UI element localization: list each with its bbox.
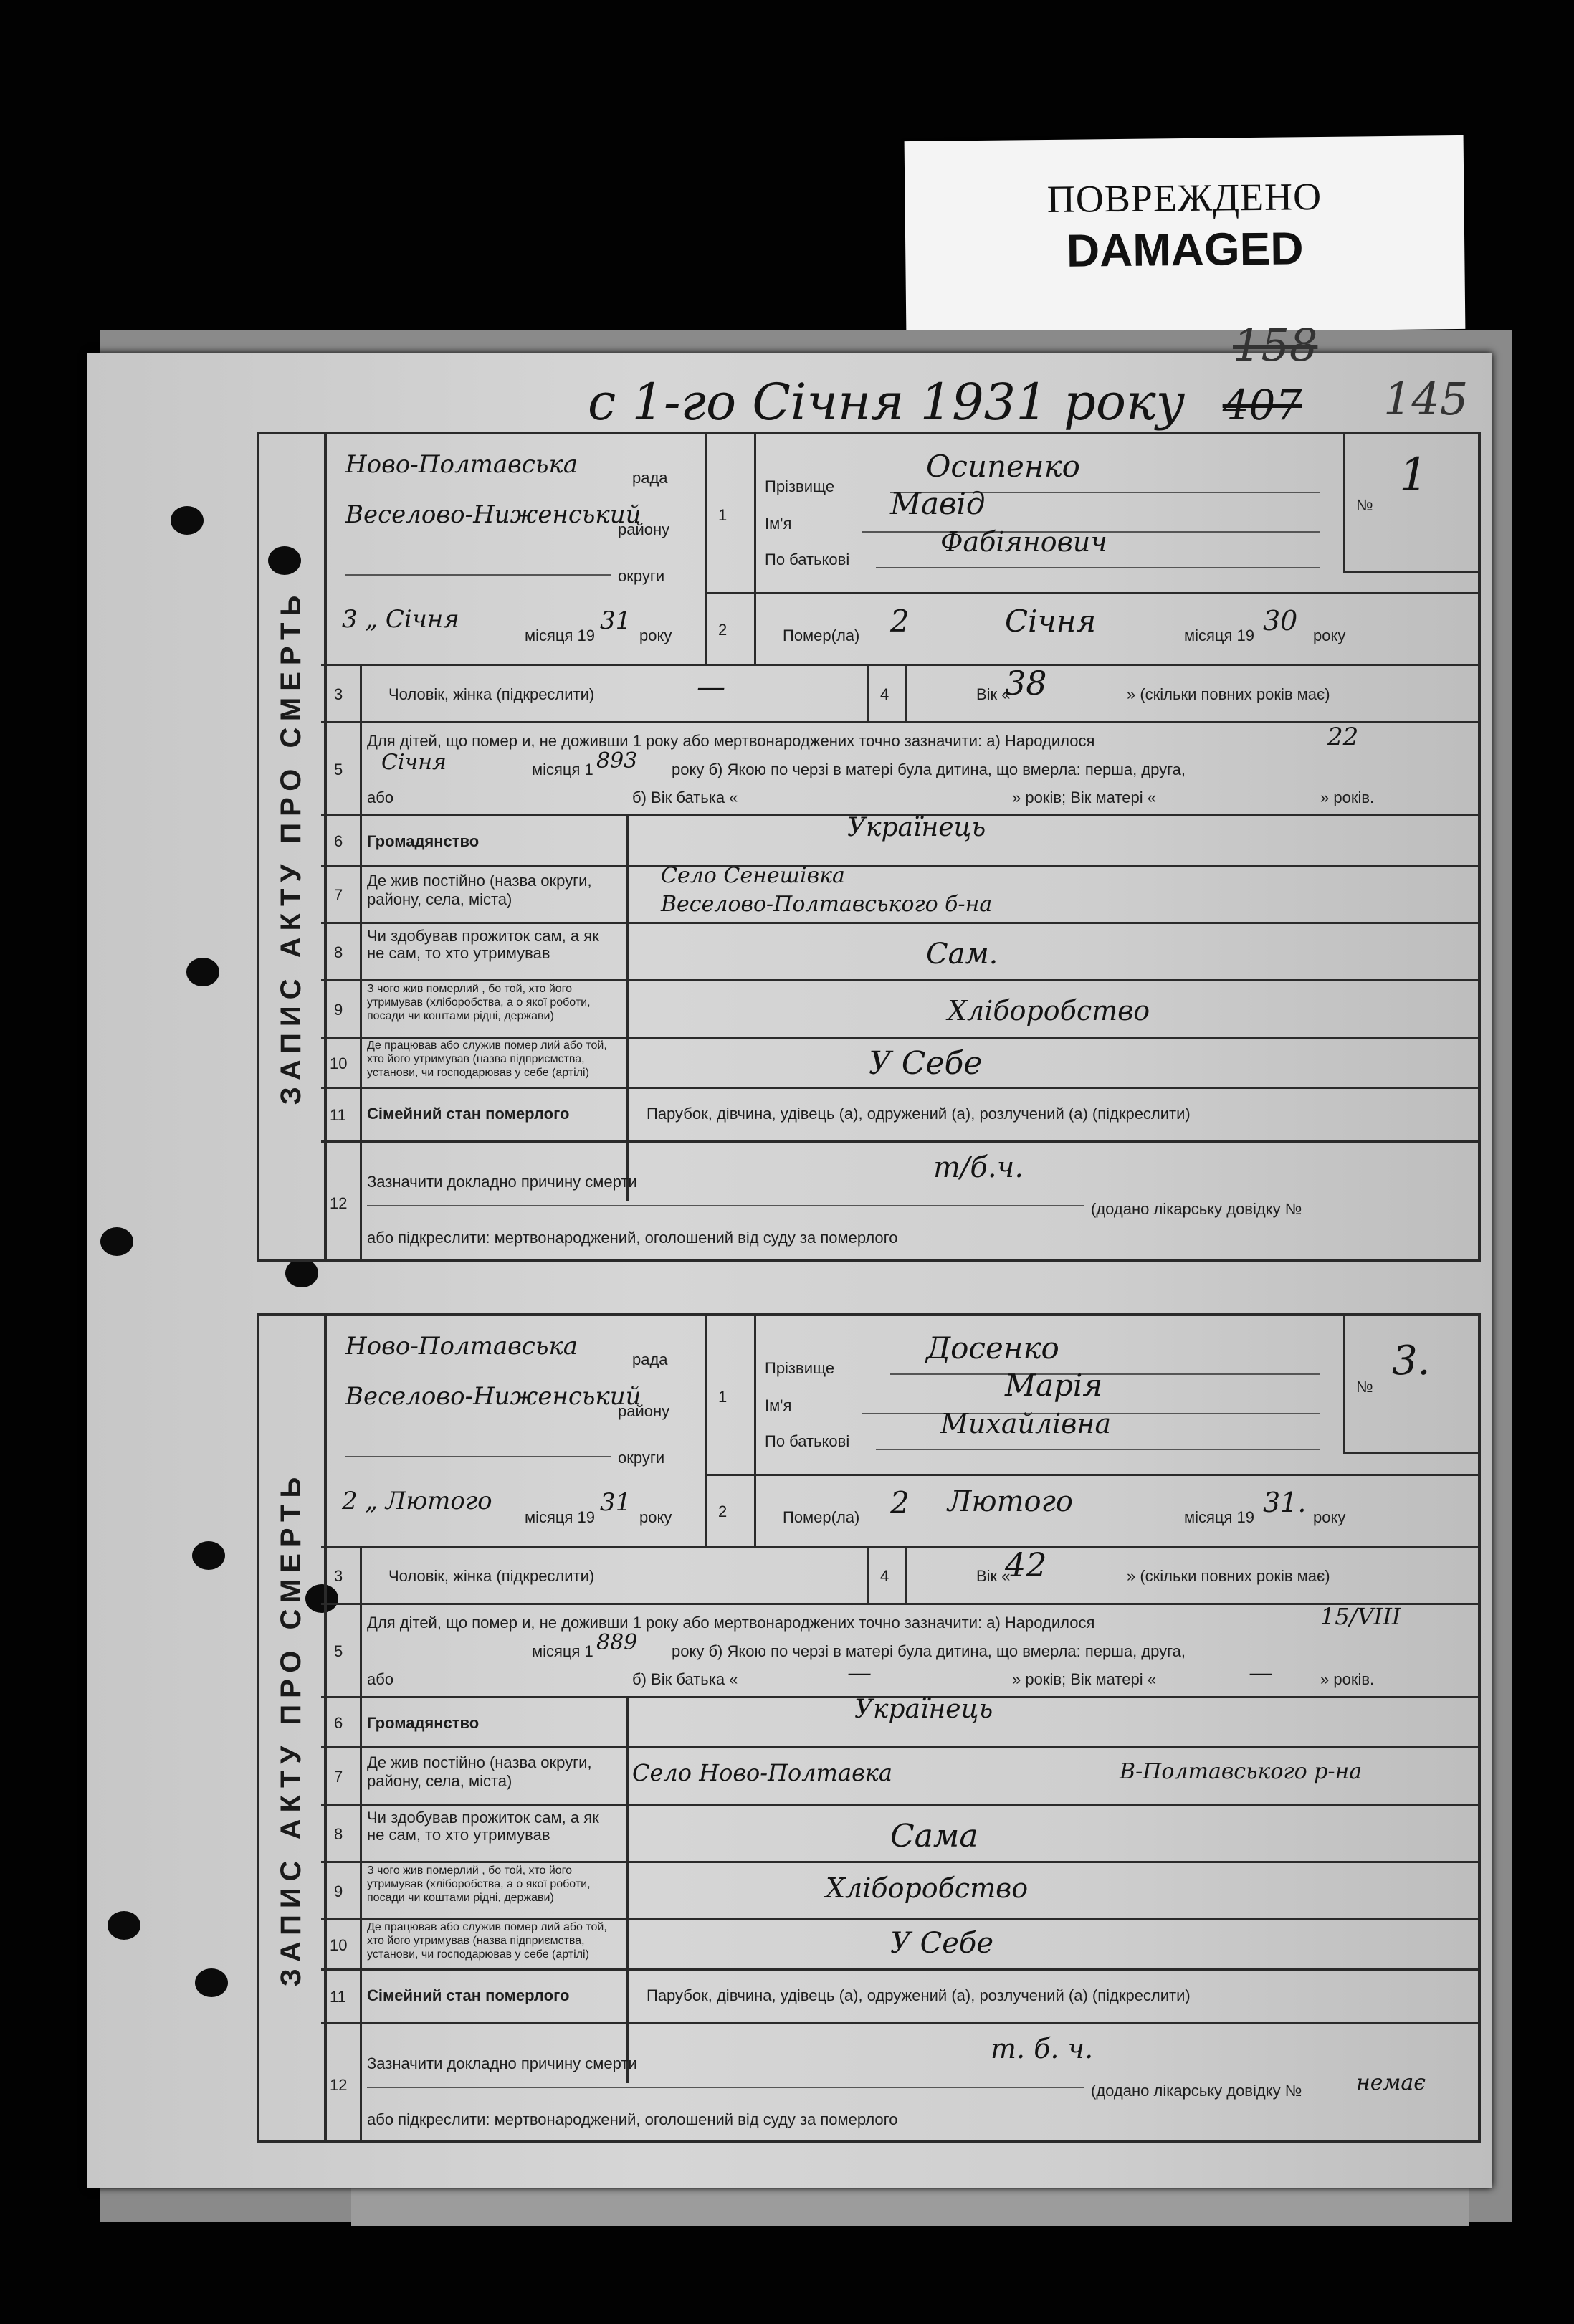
- cause-value: т. б. ч.: [991, 2033, 1094, 2065]
- header-date: с 1-го Січня 1931 року: [588, 373, 1186, 432]
- form-label: року: [1313, 627, 1346, 644]
- form-rule-line: [321, 721, 1478, 723]
- death-month: Лютого: [948, 1485, 1073, 1518]
- form-label: (додано лікарську довідку №: [1091, 2082, 1302, 2100]
- patronymic-value: Фабіянович: [940, 526, 1107, 558]
- form-column-line: [626, 1696, 629, 2083]
- row-number: 3: [334, 1567, 343, 1585]
- handwritten-entry: 15/VIII: [1320, 1603, 1401, 1630]
- form-label: Сімейний стан померлого: [367, 1105, 570, 1123]
- form-label: б) Вік батька «: [632, 1670, 738, 1688]
- form-label: рада: [632, 469, 668, 487]
- handwritten-entry: 31: [600, 1488, 631, 1517]
- form-label: ЗАПИС АКТУ ПРО СМЕРТЬ: [275, 1470, 307, 1986]
- form-label: Зазначити докладно причину смерти: [367, 1173, 637, 1191]
- form-rule-line: [321, 1603, 1478, 1605]
- form-label: округи: [618, 1449, 665, 1467]
- form-rule-line: [321, 922, 1478, 924]
- row-number: 8: [334, 943, 343, 961]
- page-number: 145: [1383, 373, 1469, 425]
- citizenship-value: Українець: [847, 813, 986, 842]
- row-number: 4: [880, 1567, 889, 1585]
- form-label: Парубок, дівчина, удівець (а), одружений (а), розлучений (а) (підкреслити): [647, 1105, 1191, 1123]
- punch-hole: [100, 1227, 133, 1256]
- form-label: №: [1356, 1378, 1373, 1396]
- form-label: З чого жив померлий , бо той, хто його утримував (хліборобства, а о якої роботи, посади чи коштами рідні, держави): [367, 1865, 591, 1904]
- form-label: Прізвище: [765, 1359, 835, 1377]
- form-label: Чи здобував прожиток сам, а як не сам, то хто утримував: [367, 927, 599, 962]
- form-label: 3: [342, 605, 358, 634]
- workplace-value: У Себе: [890, 1927, 993, 1960]
- handwritten-entry: —: [847, 1659, 872, 1687]
- form-label: Вік «: [976, 685, 1011, 703]
- form-label: Зазначити докладно причину смерти: [367, 2054, 637, 2072]
- form-rule-line: [367, 2087, 1084, 2088]
- form-rule-line: [1343, 1452, 1478, 1454]
- form-column-line: [1343, 434, 1345, 571]
- death-day: 2: [890, 1485, 910, 1520]
- death-record-1: [257, 432, 1481, 1262]
- cause-value: т/б.ч.: [933, 1151, 1024, 1184]
- form-column-line: [1343, 1316, 1345, 1452]
- handwritten-entry: 30: [1263, 605, 1298, 637]
- form-rule-line: [321, 1140, 1478, 1143]
- certificate-value: немає: [1356, 2070, 1426, 2095]
- row-number: 10: [330, 1936, 348, 1954]
- form-label: місяця 1: [532, 1642, 593, 1660]
- handwritten-entry: 31: [600, 606, 631, 635]
- damaged-label: [905, 135, 1466, 335]
- row-number: 11: [330, 1988, 346, 2006]
- form-label: » років.: [1320, 1670, 1375, 1688]
- row-number: 8: [334, 1825, 343, 1843]
- form-label: місяця 19: [525, 1508, 596, 1526]
- livelihood-value: Сам.: [926, 938, 998, 971]
- handwritten-entry: Січня: [381, 750, 447, 775]
- form-label: » років; Вік матері «: [1012, 1670, 1156, 1688]
- form-column-line: [867, 1546, 869, 1603]
- row-number: 3: [334, 685, 343, 703]
- row-number: 11: [330, 1106, 346, 1124]
- death-day: 2: [890, 604, 910, 639]
- form-rule-line: [876, 567, 1320, 568]
- form-column-line: [360, 664, 362, 1259]
- punch-hole: [186, 958, 219, 986]
- row-number: 6: [334, 1714, 343, 1732]
- row-number: 9: [334, 1001, 343, 1019]
- handwritten-entry: 31.: [1263, 1487, 1307, 1518]
- punch-hole: [108, 1911, 140, 1940]
- form-label: або: [367, 1670, 394, 1688]
- form-label: Чи здобував прожиток сам, а як не сам, то хто утримував: [367, 1809, 599, 1844]
- form-label: б) Вік батька «: [632, 789, 738, 806]
- form-label: Чоловік, жінка (підкреслити): [388, 685, 595, 703]
- handwritten-entry: —: [1249, 1659, 1273, 1687]
- row-number: 5: [334, 1642, 343, 1660]
- rada-value: Ново-Полтавська: [345, 1332, 578, 1361]
- form-rule-line: [321, 979, 1478, 981]
- punch-hole: [192, 1541, 225, 1570]
- raion-value: Веселово-Ниженський: [345, 500, 641, 529]
- form-label: року: [639, 627, 672, 644]
- form-label: року: [639, 1508, 672, 1526]
- form-label: Парубок, дівчина, удівець (а), одружений (а), розлучений (а) (підкреслити): [647, 1986, 1191, 2004]
- row-number: 10: [330, 1054, 348, 1072]
- form-rule-line: [321, 1546, 1478, 1548]
- punch-hole: [285, 1259, 318, 1287]
- form-label: » (скільки повних років має): [1127, 685, 1330, 703]
- form-label: №: [1356, 496, 1373, 514]
- form-label: 2: [342, 1487, 358, 1515]
- page-edge: [351, 2186, 1469, 2226]
- form-label: Січня: [385, 605, 459, 634]
- punch-hole: [195, 1968, 228, 1997]
- form-label: року б) Якою по черзі в матері була дитина, що вмерла: перша, друга,: [672, 761, 1186, 778]
- rada-value: Ново-Полтавська: [345, 450, 578, 479]
- damaged-label-ukrainian: ПОВРЕЖДЕНО: [1046, 174, 1322, 222]
- header-crossed-number: 407: [1222, 381, 1302, 429]
- handwritten-entry: 893: [596, 748, 638, 773]
- form-column-line: [360, 1546, 362, 2140]
- form-column-line: [754, 1316, 756, 1546]
- form-label: місяця 19: [1184, 627, 1255, 644]
- record-title: [257, 1313, 327, 2143]
- surname-value: Осипенко: [926, 449, 1080, 484]
- livelihood-value: Сама: [890, 1818, 978, 1854]
- form-label: Вік «: [976, 1567, 1011, 1585]
- form-label: Ім'я: [765, 515, 792, 533]
- handwritten-entry: 889: [596, 1630, 638, 1655]
- form-label: Де працював або служив помер лий або той, хто його утримував (назва підприємства, установи, чи господарював у себе (артілі): [367, 1039, 607, 1079]
- form-label: Для дітей, що помер и, не доживши 1 року або мертвонароджених точно зазначити: а) Народилося: [367, 1614, 1095, 1632]
- form-rule-line: [367, 1205, 1084, 1206]
- raion-value: Веселово-Ниженський: [345, 1382, 641, 1411]
- residence-1: Село Ново-Полтавка: [632, 1759, 892, 1786]
- form-column-line: [705, 1316, 707, 1546]
- record-date: 2 „ Лютого: [342, 1487, 492, 1515]
- form-column-line: [626, 814, 629, 1201]
- row-number: 6: [334, 832, 343, 850]
- form-rule-line: [321, 1746, 1478, 1748]
- form-rule-line: [1343, 571, 1478, 573]
- form-rule-line: [321, 1861, 1478, 1863]
- form-label: По батькові: [765, 551, 850, 568]
- form-label: або: [367, 789, 394, 806]
- age-value: 42: [1005, 1546, 1047, 1584]
- form-label: або підкреслити: мертвонароджений, оголошений від суду за померлого: [367, 1229, 898, 1247]
- row-number: 12: [330, 2076, 348, 2094]
- form-rule-line: [890, 1373, 1320, 1375]
- form-column-line: [754, 434, 756, 664]
- form-label: району: [618, 1402, 670, 1420]
- form-label: Ім'я: [765, 1396, 792, 1414]
- citizenship-value: Українець: [854, 1695, 993, 1724]
- row-number: 7: [334, 886, 343, 904]
- workplace-value: У Себе: [869, 1045, 983, 1082]
- death-month: Січня: [1005, 604, 1097, 639]
- form-rule-line: [321, 2022, 1478, 2024]
- form-column-line: [867, 664, 869, 721]
- record-title: [257, 432, 327, 1262]
- page-header: [588, 373, 1302, 432]
- patronymic-value: Михайлівна: [940, 1408, 1112, 1439]
- form-rule-line: [321, 1087, 1478, 1089]
- form-rule-line: [705, 1474, 1478, 1476]
- form-label: місяця 19: [1184, 1508, 1255, 1526]
- record-number: 1: [1399, 449, 1428, 502]
- form-label: (додано лікарську довідку №: [1091, 1200, 1302, 1218]
- form-label: Чоловік, жінка (підкреслити): [388, 1567, 595, 1585]
- form-label: року: [1313, 1508, 1346, 1526]
- form-label: » (скільки повних років має): [1127, 1567, 1330, 1585]
- form-label: місяця 19: [525, 627, 596, 644]
- form-label: рада: [632, 1351, 668, 1368]
- record-number: 3.: [1392, 1338, 1431, 1384]
- page-number-crossed: 158: [1233, 319, 1318, 371]
- form-label: ЗАПИС АКТУ ПРО СМЕРТЬ: [275, 589, 307, 1105]
- form-column-line: [905, 1546, 907, 1603]
- form-label: » років.: [1320, 789, 1375, 806]
- row-number: 4: [880, 685, 889, 703]
- form-label: Де жив постійно (назва округи, району, села, міста): [367, 1753, 592, 1790]
- form-column-line: [905, 664, 907, 721]
- form-label: округи: [618, 567, 665, 585]
- row-number: 12: [330, 1194, 348, 1212]
- form-label: По батькові: [765, 1432, 850, 1450]
- surname-value: Досенко: [926, 1330, 1059, 1366]
- form-column-line: [705, 434, 707, 664]
- income-value: Хліборобство: [948, 995, 1150, 1027]
- residence-2: В-Полтавського р-на: [1120, 1759, 1363, 1784]
- form-label: Помер(ла): [783, 627, 860, 644]
- form-label: З чого жив померлий , бо той, хто його утримував (хліборобства, а о якої роботи, посади чи коштами рідні, держави): [367, 983, 591, 1022]
- form-label: » років; Вік матері «: [1012, 789, 1156, 806]
- name-value: Мавід: [890, 486, 986, 521]
- form-label: або підкреслити: мертвонароджений, оголошений від суду за померлого: [367, 2110, 898, 2128]
- form-rule-line: [321, 865, 1478, 867]
- residence-2: Веселово-Полтавського б-на: [661, 892, 993, 917]
- form-label: району: [618, 520, 670, 538]
- form-rule-line: [321, 1968, 1478, 1971]
- age-value: 38: [1005, 664, 1047, 703]
- form-rule-line: [705, 592, 1478, 594]
- residence-1: Село Сенешівка: [661, 863, 845, 888]
- damaged-label-english: DAMAGED: [1066, 222, 1304, 277]
- form-rule-line: [345, 1456, 611, 1457]
- row-number: 2: [718, 1502, 728, 1520]
- row-number: 7: [334, 1768, 343, 1786]
- form-label: Лютого: [385, 1487, 492, 1515]
- row-number: 5: [334, 761, 343, 778]
- handwritten-entry: 22: [1327, 723, 1359, 751]
- form-label: місяця 1: [532, 761, 593, 778]
- form-rule-line: [345, 574, 611, 576]
- form-label: Де працював або служив помер лий або той, хто його утримував (назва підприємства, установи, чи господарював у себе (артілі): [367, 1921, 607, 1961]
- income-value: Хліборобство: [826, 1872, 1029, 1904]
- record-date: 3 „ Січня: [342, 605, 459, 634]
- row-number: 1: [718, 1388, 728, 1406]
- form-label: Громадянство: [367, 1714, 480, 1732]
- form-label: Помер(ла): [783, 1508, 860, 1526]
- row-number: 9: [334, 1882, 343, 1900]
- row-number: 1: [718, 506, 728, 524]
- row-number: 2: [718, 621, 728, 639]
- handwritten-entry: —: [697, 671, 725, 704]
- form-label: Громадянство: [367, 832, 480, 850]
- form-label: року б) Якою по черзі в матері була дитина, що вмерла: перша, друга,: [672, 1642, 1186, 1660]
- form-rule-line: [321, 664, 1478, 666]
- form-rule-line: [321, 1804, 1478, 1806]
- punch-hole: [171, 506, 204, 535]
- form-label: Сімейний стан померлого: [367, 1986, 570, 2004]
- death-record-2: [257, 1313, 1481, 2143]
- name-value: Марія: [1005, 1368, 1103, 1403]
- form-label: Прізвище: [765, 477, 835, 495]
- form-label: Де жив постійно (назва округи, району, села, міста): [367, 872, 592, 908]
- form-label: Для дітей, що помер и, не доживши 1 року або мертвонароджених точно зазначити: а) Народилося: [367, 732, 1095, 750]
- form-rule-line: [876, 1449, 1320, 1450]
